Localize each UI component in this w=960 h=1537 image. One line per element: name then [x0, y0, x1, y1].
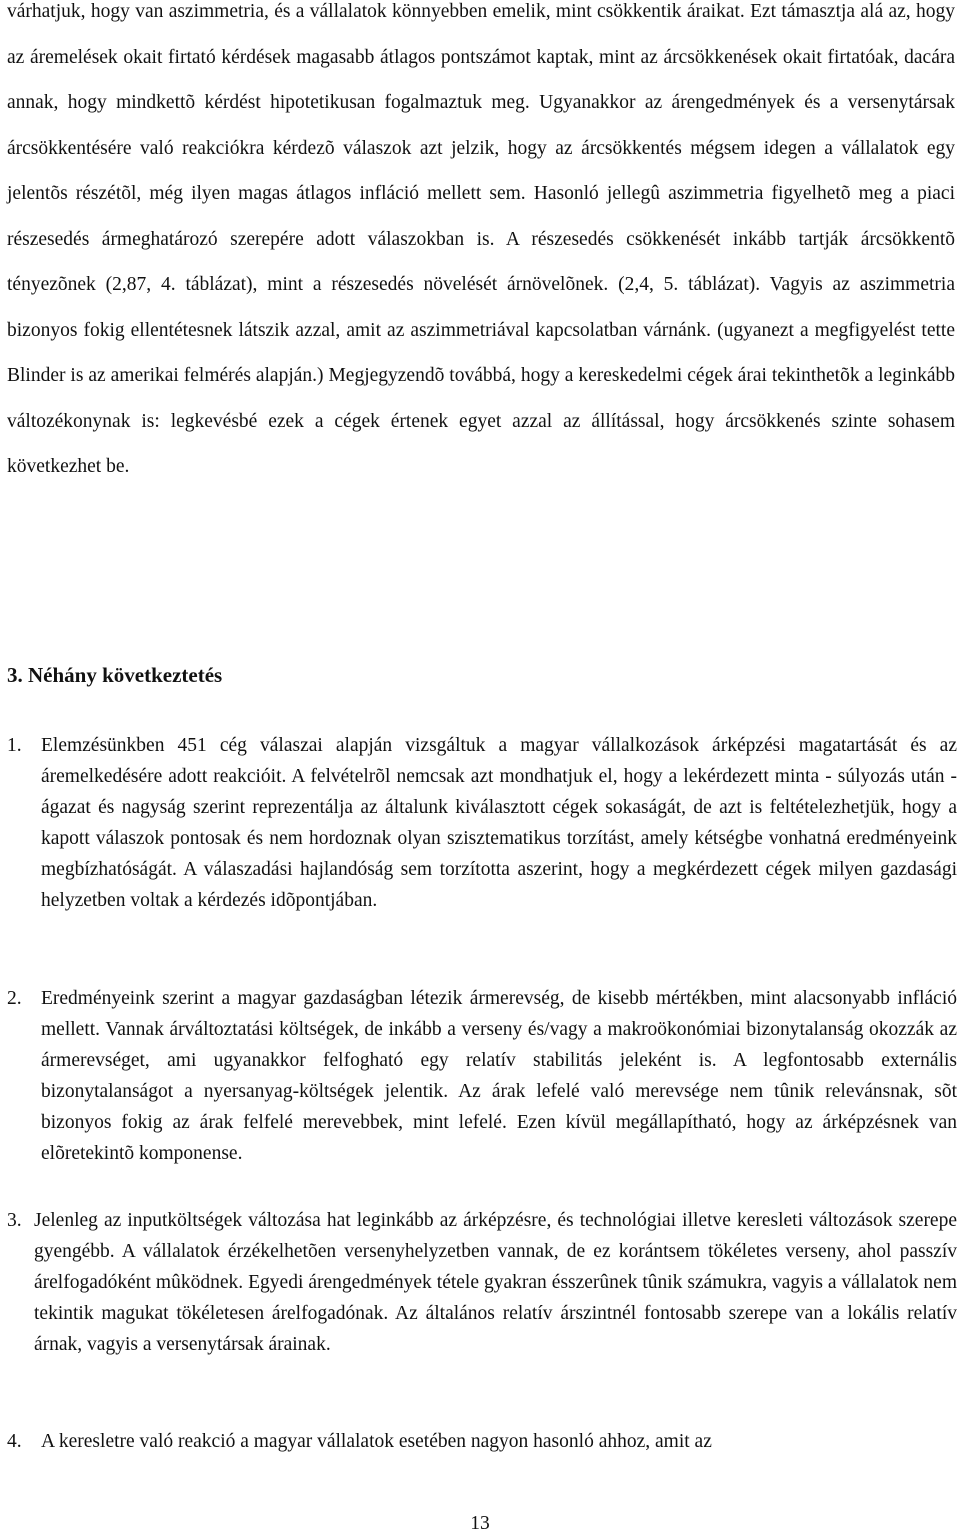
list-item-text: Elemzésünkben 451 cég válaszai alapján vizsgáltuk a magyar vállalkozások árképzési magatartását és az áremelkedésére adott reakcióit. A felvételrõl nemcsak azt mondhatjuk el, hogy a lekérdezett minta - súlyozás után - ágazat és nagyság szerint reprezentálja az általunk kiválasztott cégek sokaságát, de azt is feltételezhetjük, hogy a kapott válaszok pontosak és nem hordoznak olyan szisztematikus torzítást, amely kétségbe vonhatná eredményeink megbízhatóságát. A válaszadási hajlandóság sem torzította aszerint, hogy a megkérdezett cégek milyen gazdasági helyzetben voltak a kérdezés idõpontjában.: [41, 735, 957, 911]
list-item-text: Eredményeink szerint a magyar gazdaságban létezik ármerevség, de kisebb mértékben, mint alacsonyabb infláció mellett. Vannak árváltoztatási költségek, de inkább a verseny és/vagy a makroökonómiai bizonytalanság okozzák az ármerevséget, ami ugyanakkor felfogható egy relatív stabilitás jeleként is. A legfontosabb externális bizonytalanságot a nyersanyag-költségek jelentik. Az árak lefelé való merevsége nem tûnik relevánsnak, sõt bizonyos fokig az árak felfelé merevebbek, mint lefelé. Ezen kívül megállapítható, hogy az árképzésnek van elõretekintõ komponense.: [41, 988, 957, 1164]
list-item: [7, 730, 957, 916]
list-item-number: 1.: [7, 735, 22, 756]
list-item: [7, 1205, 957, 1360]
list-item: [7, 983, 957, 1169]
list-item-number: 3.: [7, 1210, 22, 1231]
list-item-text: Jelenleg az inputköltségek változása hat leginkább az árképzésre, és technológiai illetve keresleti változások szerepe gyengébb. A vállalatok érzékelhetõen versenyhelyzetben vannak, de ez korántsem tökéletes verseny, ahol passzív árelfogadóként mûködnek. Egyedi árengedmények tétele gyakran ésszerûnek tûnik számukra, vagyis a vállalatok nem tekintik magukat tökéletesen árelfogadónak. Az általános relatív árszintnél fontosabb szerepe van a lokális relatív árnak, vagyis a versenytársak árainak.: [34, 1210, 957, 1355]
intro-paragraph: várhatjuk, hogy van aszimmetria, és a vállalatok könnyebben emelik, mint csökkentik áraikat. Ezt támasztja alá az, hogy az áremelések okait firtató kérdések magasabb átlagos pontszámot kaptak, mint az árcsökkenések okait firtatóak, dacára annak, hogy mindkettõ kérdést hipotetikusan fogalmaztuk meg. Ugyanakkor az árengedmények és a versenytársak árcsökkentésére való reakciókra kérdezõ válaszok azt jelzik, hogy az árcsökkentés mégsem idegen a vállalatok egy jelentõs részétõl, még ilyen magas átlagos infláció mellett sem. Hasonló jellegû aszimmetria figyelhetõ meg a piaci részesedés ármeghatározó szerepére adott válaszokban is. A részesedés csökkenését inkább tartják árcsökkentõ tényezõnek (2,87, 4. táblázat), mint a részesedés növelését árnövelõnek. (2,4, 5. táblázat). Vagyis az aszimmetria bizonyos fokig ellentétesnek látszik azzal, amit az aszimmetriával kapcsolatban várnánk. (ugyanezt a megfigyelést tette Blinder is az amerikai felmérés alapján.) Megjegyzendõ továbbá, hogy a kereskedelmi cégek árai tekinthetõk a leginkább változékonynak is: legkevésbé ezek a cégek értenek egyet azzal az állítással, hogy árcsökkenés szinte sohasem következhet be.: [7, 1, 955, 477]
list-item-number: 2.: [7, 988, 22, 1009]
list-item: [7, 1426, 957, 1457]
page-number: 13: [470, 1513, 490, 1534]
list-item-number: 4.: [7, 1431, 22, 1452]
section-heading: 3. Néhány következtetés: [7, 663, 223, 687]
list-item-text: A keresletre való reakció a magyar vállalatok esetében nagyon hasonló ahhoz, amit az: [41, 1431, 712, 1452]
